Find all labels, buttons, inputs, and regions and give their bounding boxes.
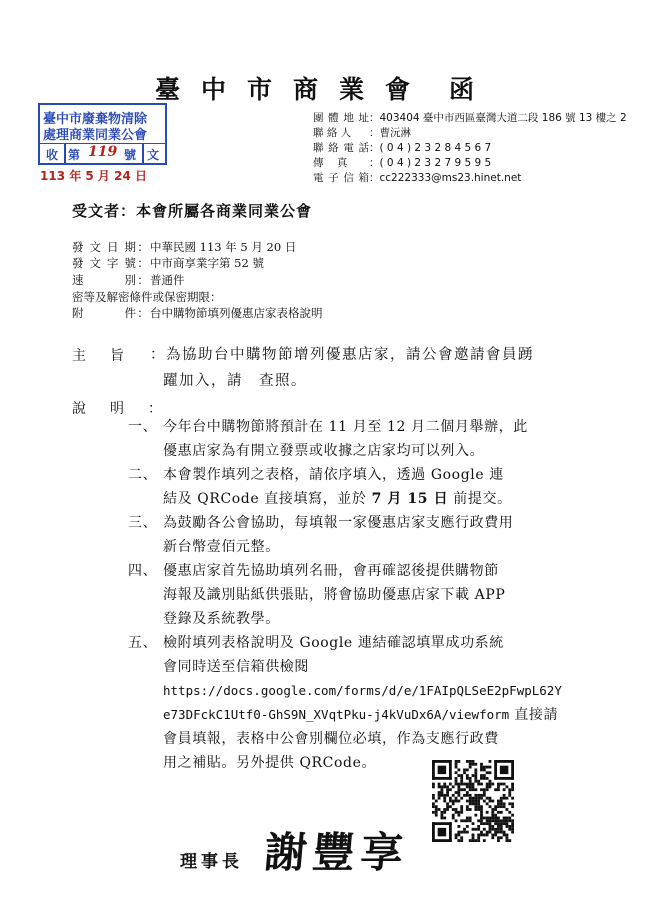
stamp-recv: 收 xyxy=(46,148,59,162)
form-url-line1[interactable]: https://docs.google.com/forms/d/e/1FAIpQLSeE2pFwpL62Y xyxy=(163,683,562,698)
stamp-org-line1: 臺中市廢棄物清除 xyxy=(43,112,148,127)
meta-security: 密等及解密條件或保密期限： xyxy=(72,290,222,304)
meta-number: 發文字號：中市商享業字第 52 號 xyxy=(72,256,264,270)
description-item-3: 三、 為鼓勵各公會協助，每填報一家優惠店家支應行政費用 新台幣壹佰元整。 xyxy=(128,515,514,555)
meta-attachment: 附 件：台中購物節填列優惠店家表格說明 xyxy=(72,306,323,320)
description-item-4: 四、 優惠店家首先協助填列名冊，會再確認後提供購物節 海報及識別貼紙供張貼，將會協助優惠店家下載 APP 登錄及系統教學。 xyxy=(128,563,506,627)
stamp-number-row xyxy=(40,143,165,164)
contact-block xyxy=(313,111,627,186)
contact-person: 聯 絡 人 ：曹沅淋 xyxy=(313,127,411,139)
stamp-number: 119 xyxy=(88,144,118,160)
subject-label: 主旨 xyxy=(72,348,148,364)
qr-code-icon[interactable] xyxy=(429,760,517,842)
signature-name: 謝豐享 xyxy=(262,828,411,877)
stamp-di: 第 xyxy=(68,148,81,162)
signature-title: 理事長 xyxy=(180,852,243,872)
stamp-hao: 號 xyxy=(124,148,137,162)
stamp-date: 113 年 5 月 24 日 xyxy=(40,169,147,183)
meta-speed: 速 別：普通件 xyxy=(72,273,185,287)
contact-phone: 聯絡電話：( 0 4 ) 2 3 2 8 4 5 6 7 xyxy=(313,142,492,154)
stamp-frame xyxy=(38,103,167,165)
contact-fax: 傳 真 ：( 0 4 ) 2 3 2 7 9 5 9 5 xyxy=(313,157,492,169)
description-item-5: 五、 檢附填列表格說明及 Google 連結確認填單成功系統 會同時送至信箱供檢閱 https://docs.google.com/forms/d/e/1FAIpQLSeE2pFwpL62Y e73DFckC1Utf0-GhS9N_XVqtPku-j4kVuDx6A/viewform 直接請 會員填報，表格中公會別欄位必填，作為支應行政費 用之補貼。另外提供 QRCode。 xyxy=(128,631,596,775)
contact-email: 電子信箱：cc222333@ms23.hinet.net xyxy=(313,172,522,184)
description-label: 說明： xyxy=(72,401,186,417)
stamp-wen: 文 xyxy=(147,148,160,162)
document-title: 臺中市商業會 函 xyxy=(154,75,496,104)
description-item-2: 二、 本會製作填列之表格，請依序填入，透過 Google 連 結及 QRCode 直接填寫，並於 7 月 15 日 前提交。 xyxy=(128,467,512,507)
recipient: 受文者：本會所屬各商業同業公會 xyxy=(72,202,313,220)
subject-text: ：為協助台中購物節增列優惠店家，請公會邀請會員踴 躍加入，請 查照。 xyxy=(150,347,534,389)
form-url-line2[interactable]: e73DFckC1Utf0-GhS9N_XVqtPku-j4kVuDx6A/viewform xyxy=(163,707,510,722)
contact-address: 團體地址：403404 臺中市西區臺灣大道二段 186 號 13 樓之 2 xyxy=(313,112,627,124)
stamp-org-line2: 處理商業同業公會 xyxy=(43,128,148,143)
received-stamp xyxy=(38,103,165,189)
description-item-1: 一、 今年台中購物節將預計在 11 月至 12 月二個月舉辦，此 優惠店家為有開立發票或收據之店家均可以列入。 xyxy=(128,419,528,459)
meta-date: 發文日期：中華民國 113 年 5 月 20 日 xyxy=(72,240,297,254)
